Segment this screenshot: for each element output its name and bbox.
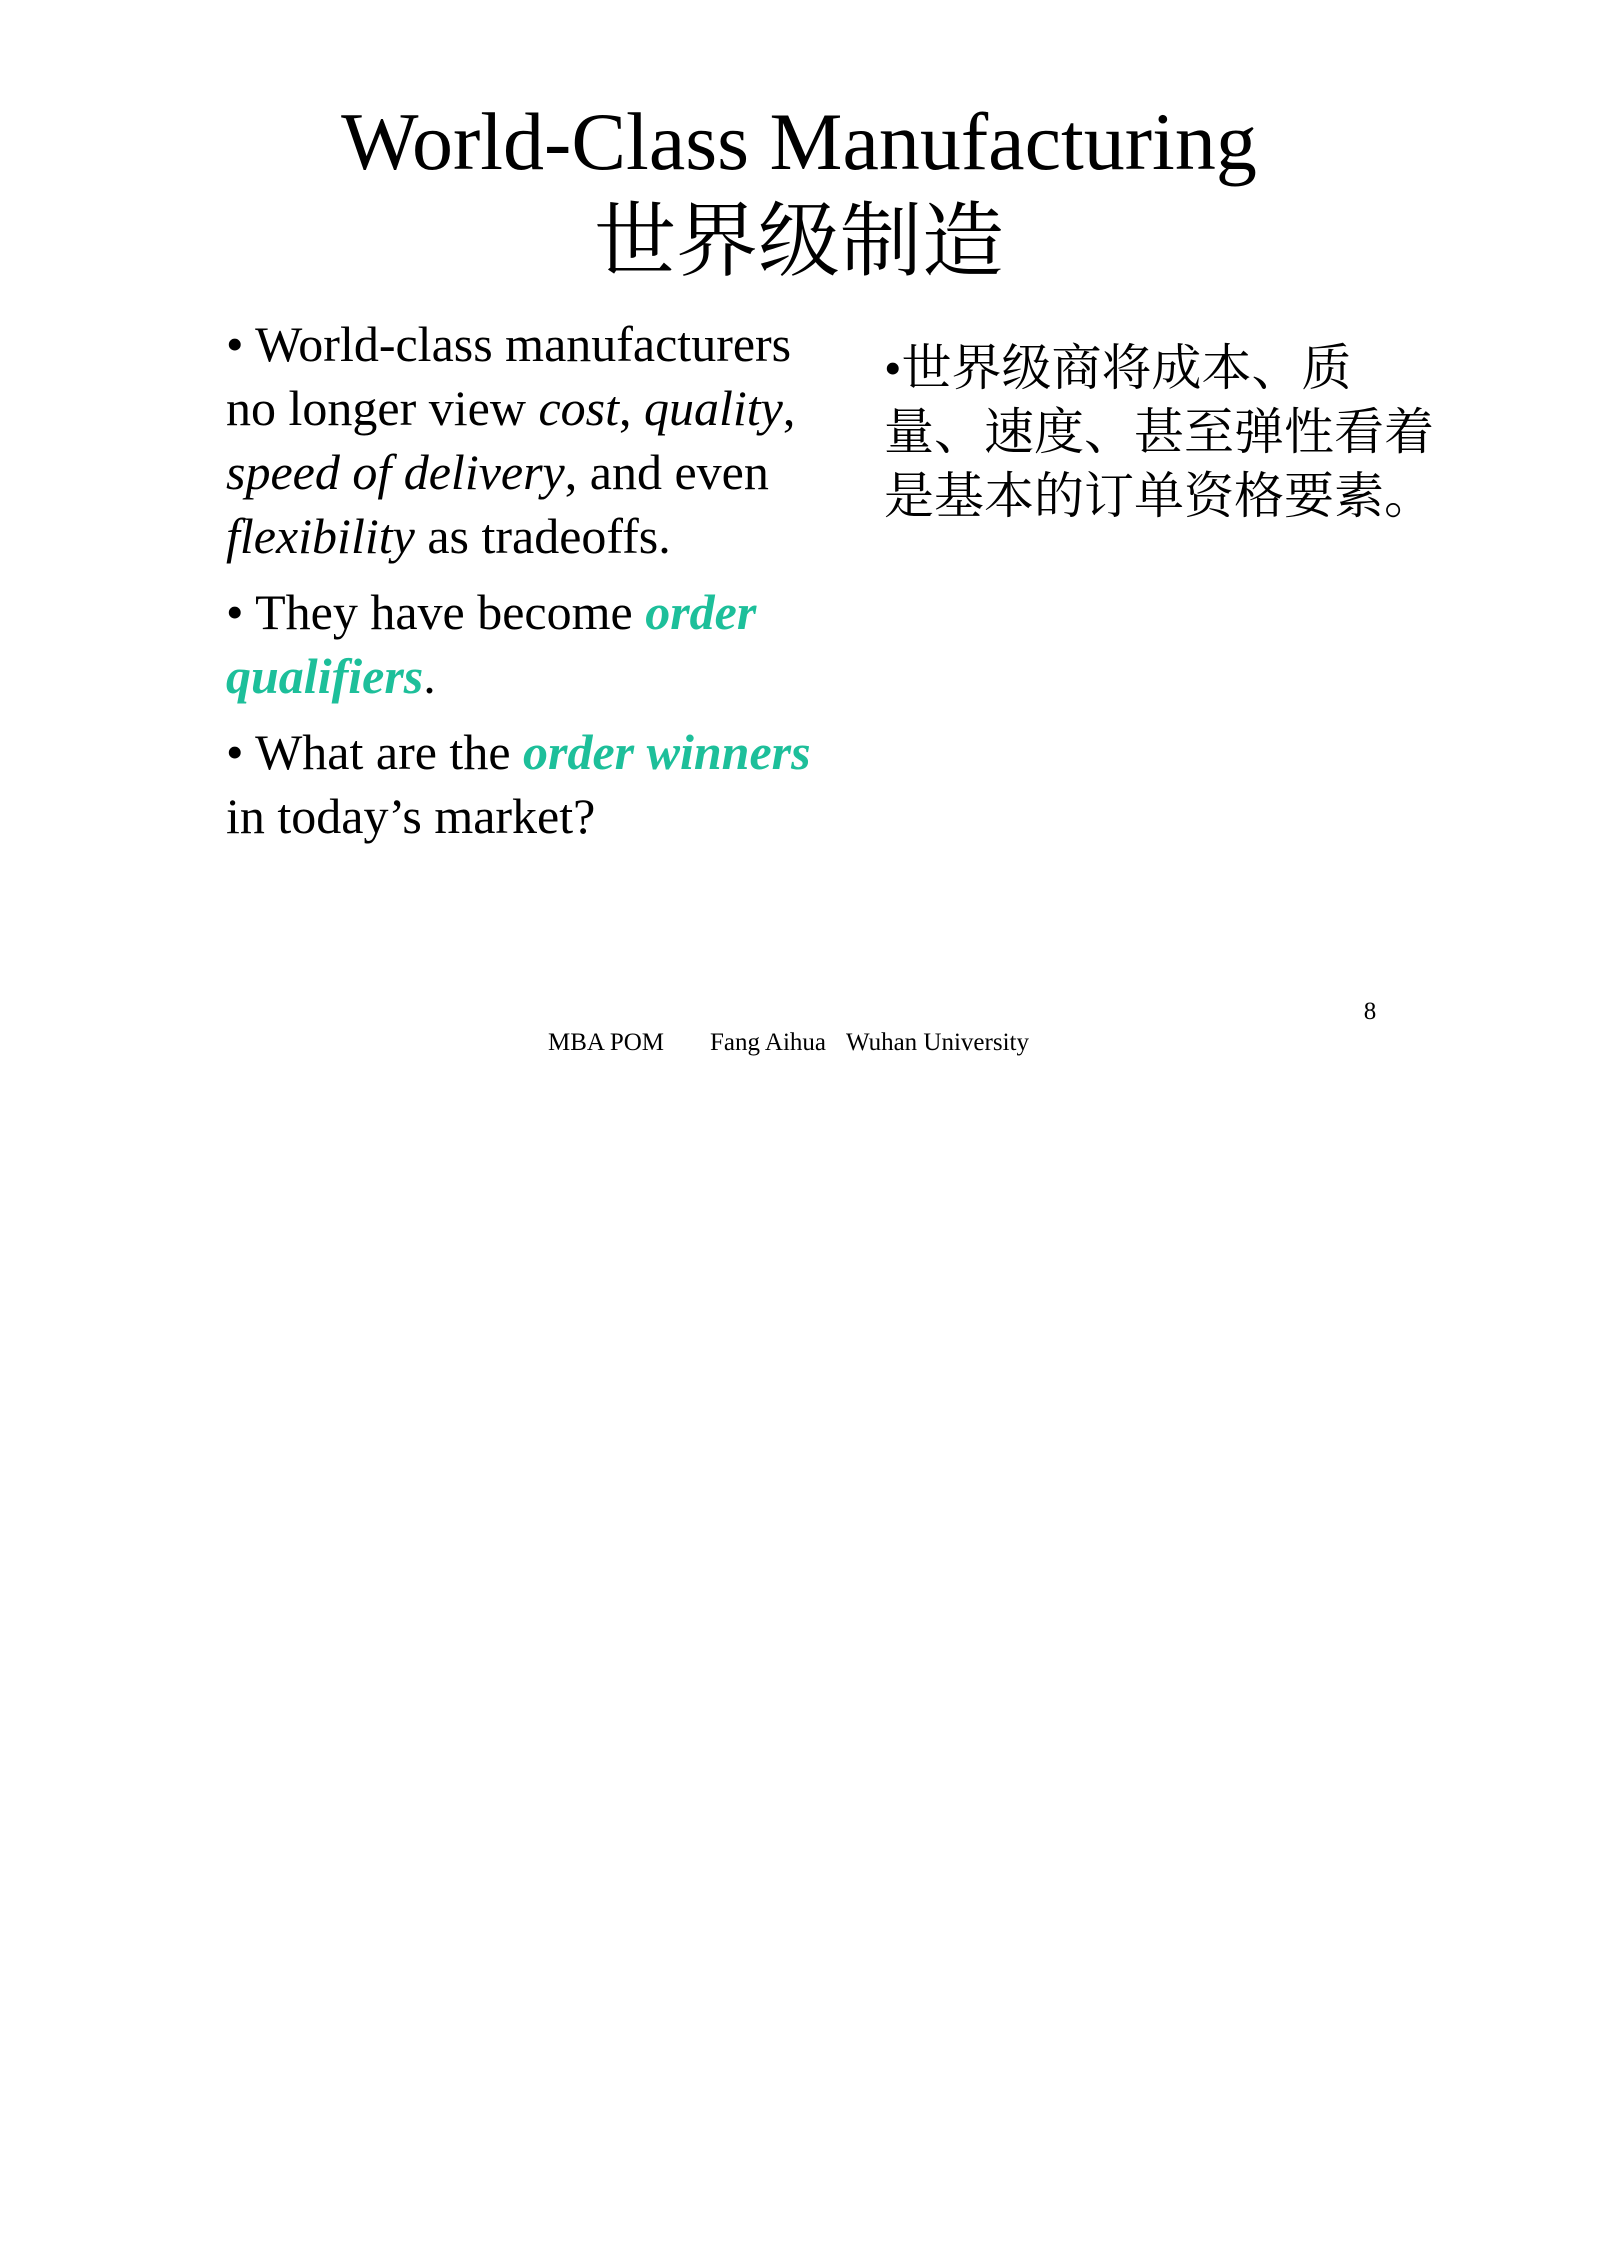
bullet-text: as tradeoffs.: [414, 508, 671, 564]
footer: [548, 1028, 1029, 1058]
bullet-order-winners: [226, 720, 846, 848]
slide-title: [0, 92, 1598, 292]
bullet-text: .: [423, 648, 436, 704]
bullet-text: World-class manufacturers no longer view: [226, 316, 792, 436]
term-speed: speed of delivery: [226, 444, 565, 500]
bullet-text: They have become: [255, 584, 646, 640]
bullet-text: , and even: [564, 444, 769, 500]
term-flexibility: flexibility: [226, 508, 415, 564]
bullet-text: in today’s market?: [226, 788, 596, 844]
english-bullets: [226, 312, 846, 860]
footer-course: MBA POM: [548, 1029, 665, 1056]
term-quality: quality: [643, 380, 783, 436]
bullet-marker: •: [226, 316, 256, 372]
slide: [0, 0, 1598, 1100]
title-english: World-Class Manufacturing: [341, 96, 1257, 187]
title-chinese: 世界级制造: [593, 196, 1004, 287]
bullet-marker: •: [226, 584, 256, 640]
bullet-marker: •: [226, 724, 256, 780]
term-cost: cost: [538, 380, 619, 436]
bullet-text: What are the: [255, 724, 524, 780]
bullet-tradeoffs: [226, 312, 846, 568]
separator: ,: [782, 380, 796, 436]
page-number: 8: [1363, 998, 1377, 1025]
separator: ,: [618, 380, 644, 436]
footer-author: Fang Aihua: [710, 1029, 826, 1056]
term-order-qualifiers: order qualifiers: [226, 584, 757, 704]
chinese-bullet: •世界级商将成本、质量、速度、甚至弹性看着是基本的订单资格要素。: [884, 340, 1434, 524]
footer-institution: Wuhan University: [845, 1029, 1029, 1056]
bullet-order-qualifiers: [226, 580, 846, 708]
term-order-winners: order winners: [523, 724, 811, 780]
